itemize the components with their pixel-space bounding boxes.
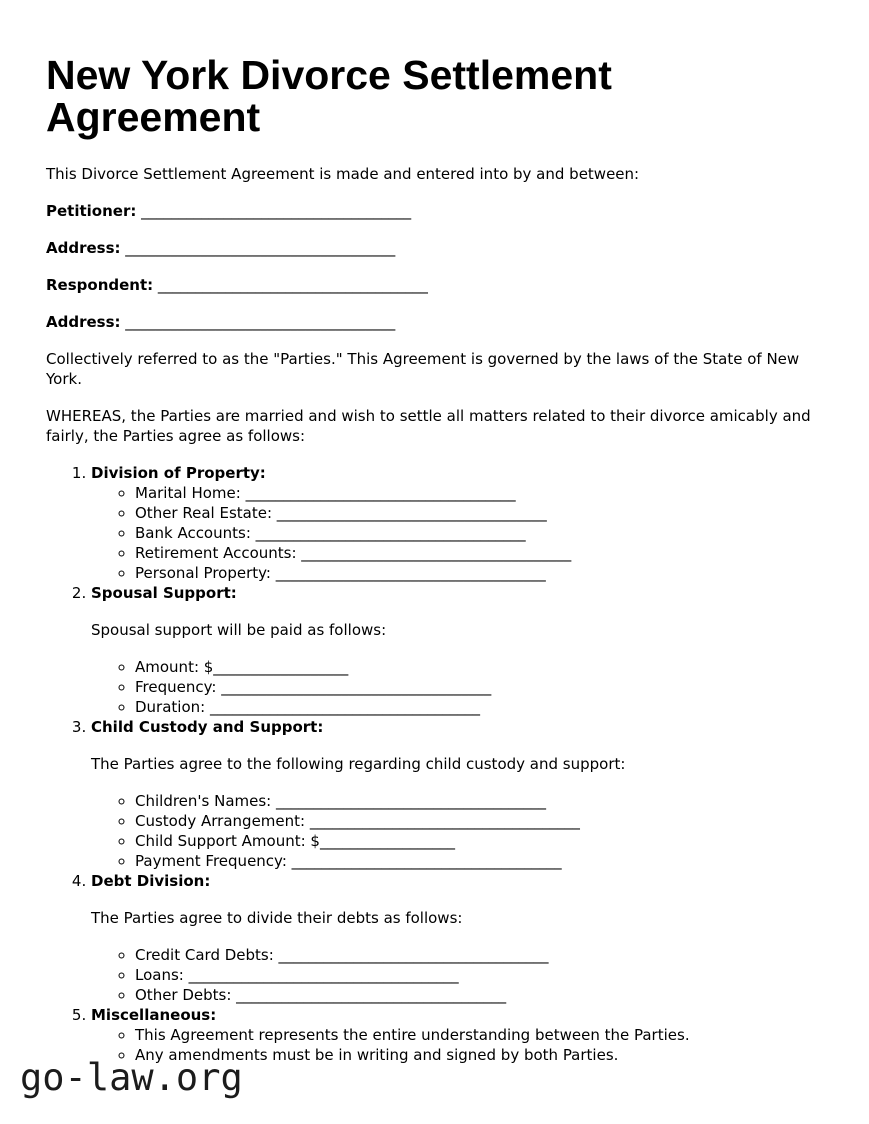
governing-law-paragraph: Collectively referred to as the "Parties." This Agreement is governed by the laws of the State of New York.: [46, 350, 800, 388]
section-spousal-support: [91, 583, 823, 717]
section-debt-division: [91, 871, 823, 1005]
respondent-address-label: Address:: [46, 313, 121, 331]
section-2-heading: Spousal Support:: [91, 584, 237, 602]
section-3-items: [91, 791, 823, 871]
respondent-label: Respondent:: [46, 276, 154, 294]
form-line-child-support-amount: ◦ Child Support Amount: $__________________: [135, 831, 823, 851]
form-line-childrens-names: ◦ Children's Names: ____________________________________: [135, 791, 823, 811]
section-2-items: [91, 657, 823, 717]
respondent-address-blank: ____________________________________: [125, 313, 396, 331]
section-3-heading: Child Custody and Support:: [91, 718, 324, 736]
intro-paragraph: This Divorce Settlement Agreement is made and entered into by and between:: [46, 165, 640, 183]
respondent-blank: ____________________________________: [157, 276, 428, 294]
form-line-frequency: ◦ Frequency: ____________________________________: [135, 677, 823, 697]
field-petitioner: [46, 201, 823, 221]
form-line-duration: ◦ Duration: ____________________________________: [135, 697, 823, 717]
clause-amendments: ◦ Any amendments must be in writing and signed by both Parties.: [135, 1045, 823, 1065]
whereas-paragraph: WHEREAS, the Parties are married and wish to settle all matters related to their divorce amicably and fairly, the Parties agree as follows:: [46, 407, 811, 445]
form-line-marital-home: ◦ Marital Home: ____________________________________: [135, 483, 823, 503]
section-4-heading: Debt Division:: [91, 872, 211, 890]
section-1-items: [91, 483, 823, 583]
field-petitioner-address: [46, 238, 823, 258]
section-2-paragraph: Spousal support will be paid as follows:: [91, 621, 387, 639]
petitioner-address-label: Address:: [46, 239, 121, 257]
clause-entire-understanding: ◦ This Agreement represents the entire understanding between the Parties.: [135, 1025, 823, 1045]
petitioner-blank: ____________________________________: [141, 202, 412, 220]
field-respondent-address: [46, 312, 823, 332]
section-4-items: [91, 945, 823, 1005]
petitioner-label: Petitioner:: [46, 202, 137, 220]
form-line-amount: ◦ Amount: $__________________: [135, 657, 823, 677]
form-line-payment-frequency: ◦ Payment Frequency: ____________________________________: [135, 851, 823, 871]
form-line-retirement-accounts: ◦ Retirement Accounts: ____________________________________: [135, 543, 823, 563]
section-child-custody-support: [91, 717, 823, 871]
section-3-paragraph: The Parties agree to the following regarding child custody and support:: [91, 755, 626, 773]
section-division-of-property: [91, 463, 823, 583]
document-title: New York Divorce Settlement Agreement: [46, 52, 612, 140]
form-line-other-debts: ◦ Other Debts: ____________________________________: [135, 985, 823, 1005]
form-line-credit-card-debts: ◦ Credit Card Debts: ____________________________________: [135, 945, 823, 965]
agreement-sections-list: [46, 463, 823, 1065]
form-line-loans: ◦ Loans: ____________________________________: [135, 965, 823, 985]
form-line-other-real-estate: ◦ Other Real Estate: ____________________________________: [135, 503, 823, 523]
watermark-go-law-org: go-law.org: [20, 1056, 243, 1099]
petitioner-address-blank: ____________________________________: [125, 239, 396, 257]
section-1-heading: Division of Property:: [91, 464, 266, 482]
form-line-personal-property: ◦ Personal Property: ____________________________________: [135, 563, 823, 583]
section-4-paragraph: The Parties agree to divide their debts as follows:: [91, 909, 463, 927]
form-line-bank-accounts: ◦ Bank Accounts: ____________________________________: [135, 523, 823, 543]
section-5-heading: Miscellaneous:: [91, 1006, 217, 1024]
field-respondent: [46, 275, 823, 295]
form-line-custody-arrangement: ◦ Custody Arrangement: ____________________________________: [135, 811, 823, 831]
